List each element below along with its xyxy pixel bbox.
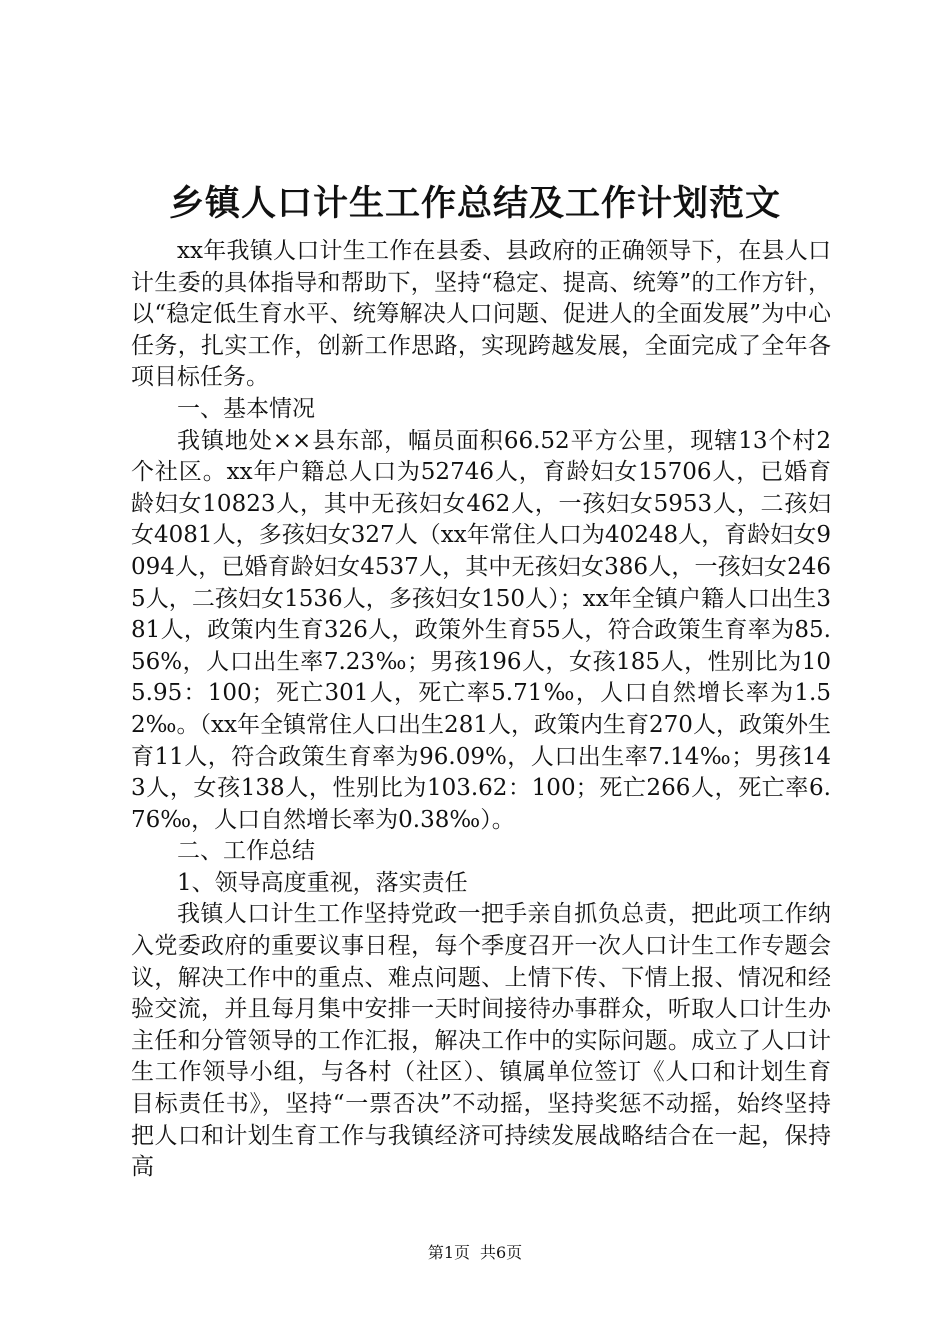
leadership-paragraph: 我镇人口计生工作坚持党政一把手亲自抓负总责，把此项工作纳入党委政府的重要议事日程，每个季度召开一次人口计生工作专题会议，解决工作中的重点、难点问题、上情下传、下情上报、情况和经验交流，并且每月集中安排一天时间接待办事群众，听取人口计生办主任和分管领导的工作汇报，解决工作中的实际问题。成立了人口计生工作领导小组，与各村（社区）、镇属单位签订《人口和计划生育目标责任书》，坚持“一票否决”不动摇，坚持奖惩不动摇，始终坚持把人口和计划生育工作与我镇经济可持续发展战略结合在一起，保持高 <box>131 901 831 1181</box>
section-heading-basic-situation: 一、基本情况 <box>177 395 315 422</box>
page-footer <box>0 1242 950 1264</box>
section-heading-work-summary: 二、工作总结 <box>177 838 315 865</box>
document-title: 乡镇人口计生工作总结及工作计划范文 <box>168 184 781 224</box>
basic-situation-paragraph: 我镇地处××县东部，幅员面积66.52平方公里，现辖13个村2个社区。xx年户籍总人口为52746人，育龄妇女15706人，已婚育龄妇女10823人，其中无孩妇女462人，一孩妇女5953人，二孩妇女4081人，多孩妇女327人（xx年常住人口为40248人，育龄妇女9094人，已婚育龄妇女4537人，其中无孩妇女386人，一孩妇女2465人，二孩妇女1536人，多孩妇女150人）；xx年全镇户籍人口出生381人，政策内生育326人，政策外生育55人，符合政策生育率为85.56%，人口出生率7.23‰；男孩196人，女孩185人，性别比为105.95：100；死亡301人，死亡率5.71‰，人口自然增长率为1.52‰。（xx年全镇常住人口出生281人，政策内生育270人，政策外生育11人，符合政策生育率为96.09%，人口出生率7.14‰；男孩143人，女孩138人，性别比为103.62：100；死亡266人，死亡率6.76‰，人口自然增长率为0.38‰）。 <box>131 427 831 833</box>
page-total: 共6页 <box>480 1243 523 1262</box>
subsection-heading-leadership: 1、领导高度重视，落实责任 <box>177 869 468 896</box>
document-body <box>131 236 831 1184</box>
page-number: 第1页 <box>427 1243 470 1262</box>
intro-paragraph: xx年我镇人口计生工作在县委、县政府的正确领导下，在县人口计生委的具体指导和帮助下，坚持“稳定、提高、统筹”的工作方针，以“稳定低生育水平、统筹解决人口问题、促进人的全面发展”为中心任务，扎实工作，创新工作思路，实现跨越发展，全面完成了全年各项目标任务。 <box>131 238 831 391</box>
